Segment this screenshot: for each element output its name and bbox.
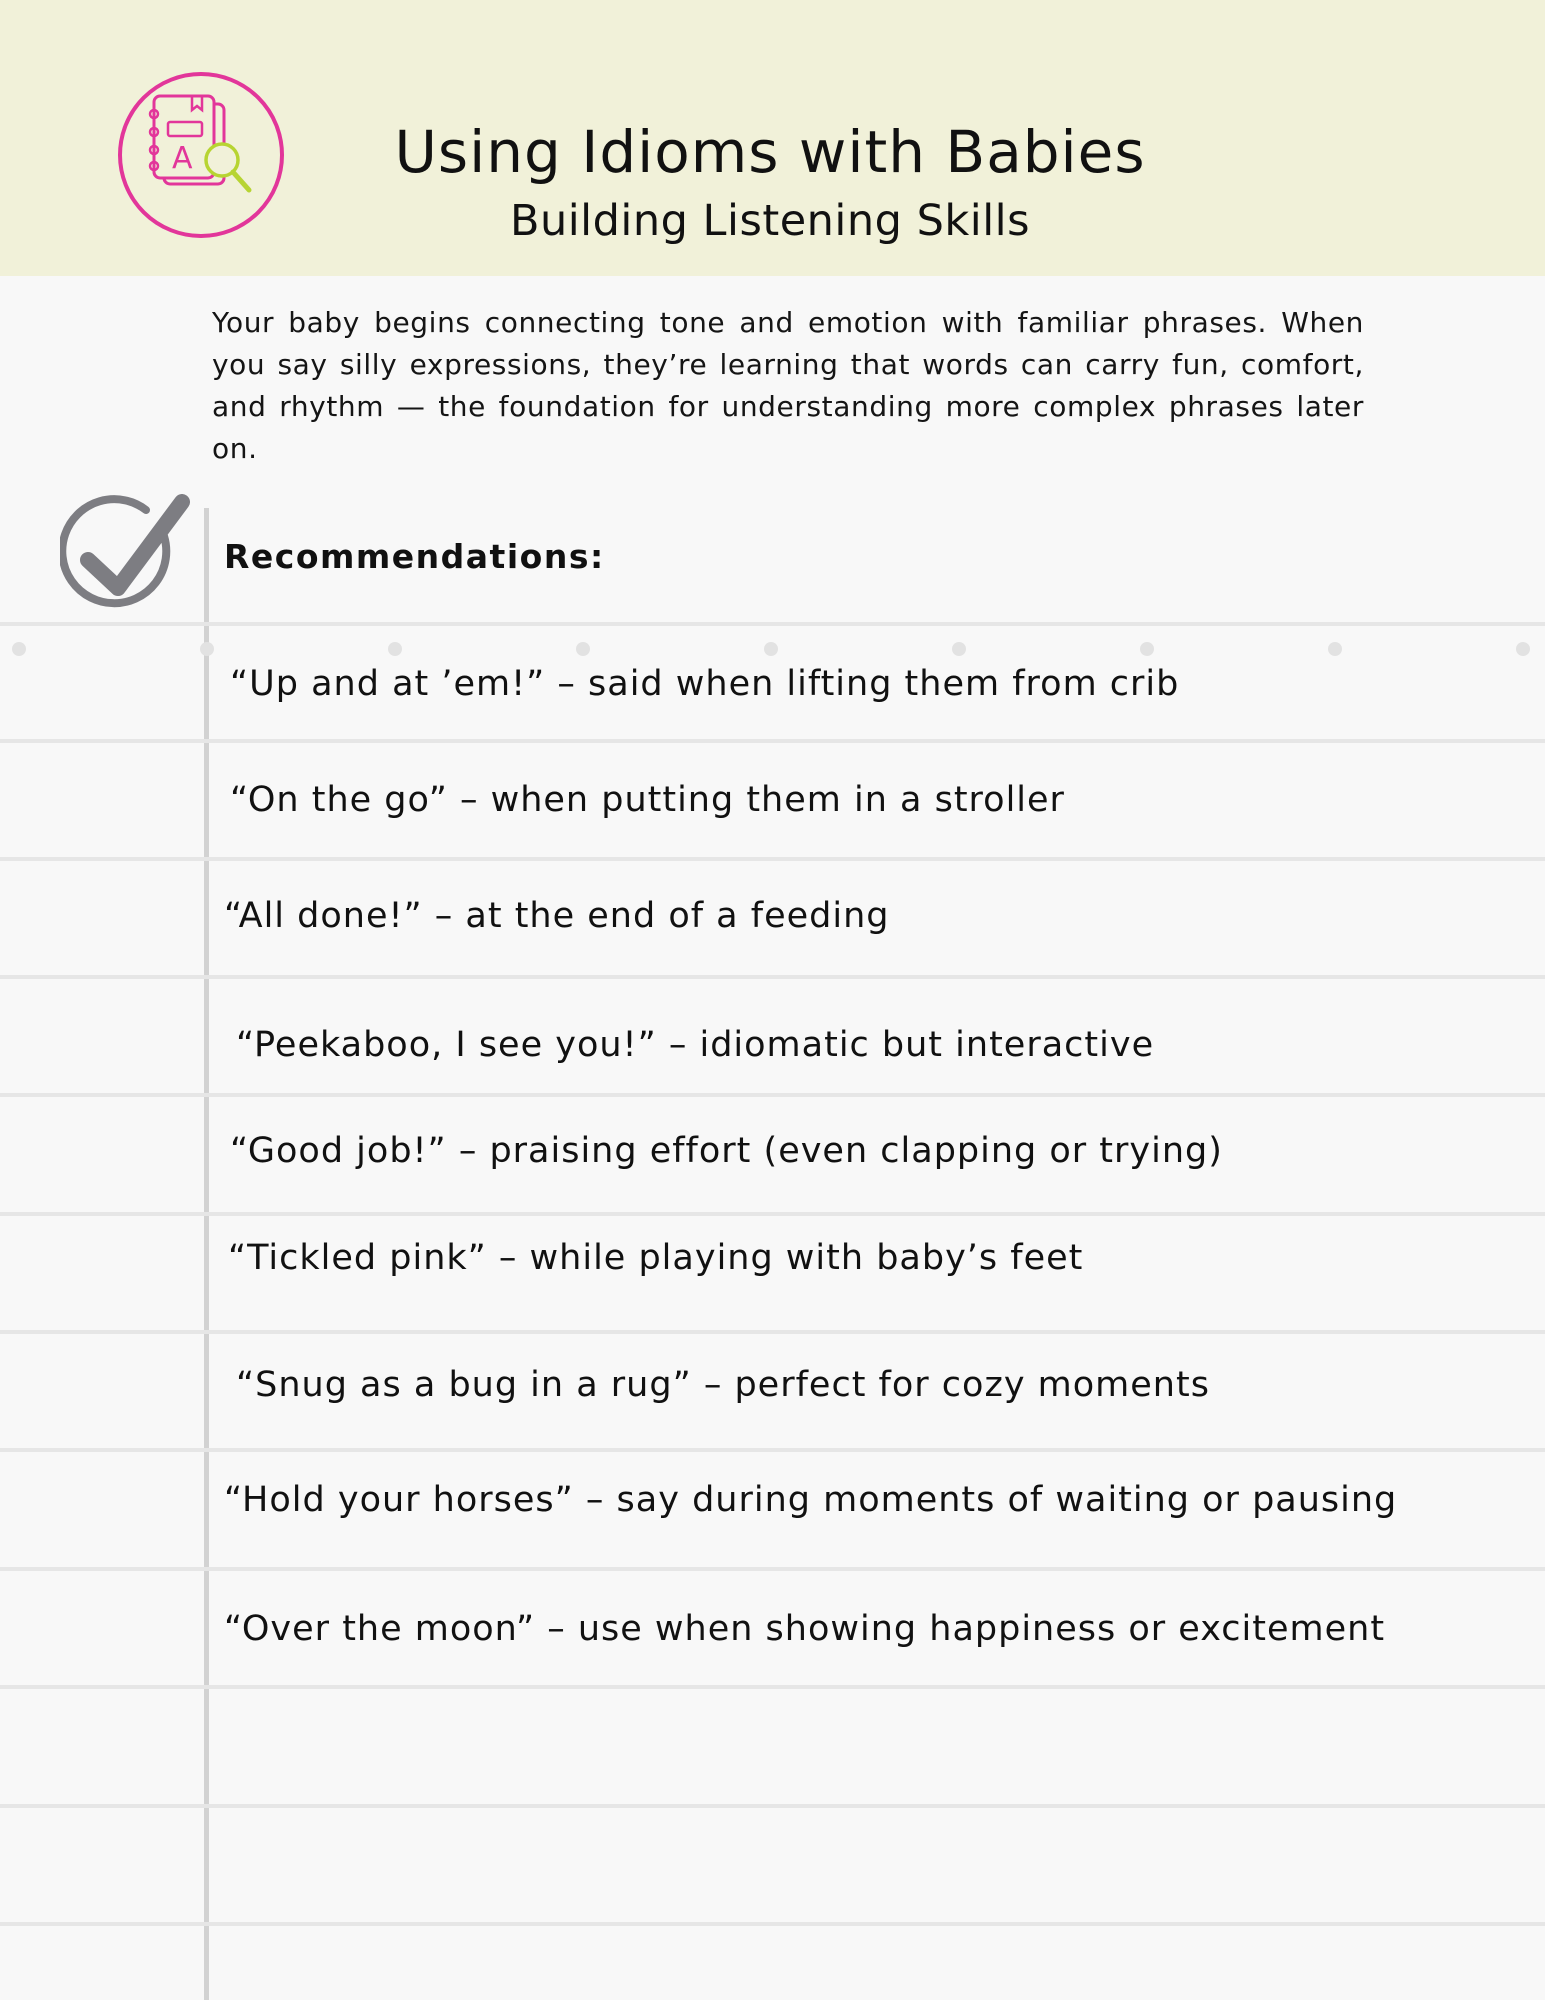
page-title: Using Idioms with Babies: [394, 118, 1146, 186]
list-item: “Hold your horses” – say during moments of waiting or pausing: [224, 1480, 1398, 1520]
notebook-rule-line: [0, 1212, 1545, 1216]
notebook-rule-line: [0, 1567, 1545, 1571]
notebook-rule-line: [0, 1093, 1545, 1097]
binder-dot: [200, 642, 214, 656]
binder-dot: [576, 642, 590, 656]
notebook-rule-line: [0, 1804, 1545, 1808]
notebook-margin-line: [204, 508, 209, 2000]
list-item: “Tickled pink” – while playing with baby’s feet: [228, 1238, 1084, 1278]
notebook-rule-line: [0, 1330, 1545, 1334]
notebook-rule-line: [0, 1685, 1545, 1689]
binder-dot: [1140, 642, 1154, 656]
list-item: “Snug as a bug in a rug” – perfect for cozy moments: [236, 1365, 1210, 1405]
notebook-rule-line: [0, 1448, 1545, 1452]
header-banner: [0, 0, 1545, 276]
binder-dot: [1516, 642, 1530, 656]
notebook-rule-line: [0, 739, 1545, 743]
checkmark-circle-icon: [60, 494, 190, 614]
binder-dot: [952, 642, 966, 656]
list-item: “Up and at ’em!” – said when lifting them from crib: [230, 664, 1180, 704]
notebook-rule-line: [0, 975, 1545, 979]
list-item: “Peekaboo, I see you!” – idiomatic but interactive: [236, 1025, 1155, 1065]
notebook-magnifier-icon: [116, 70, 286, 240]
binder-dot: [1328, 642, 1342, 656]
binder-dot: [764, 642, 778, 656]
binder-dot: [12, 642, 26, 656]
list-item: “Good job!” – praising effort (even clapping or trying): [230, 1131, 1223, 1171]
intro-paragraph: Your baby begins connecting tone and emotion with familiar phrases. When you say silly expressions, they’re learning that words can carry fun, comfort, and rhythm — the foundation for understanding more complex phrases later on.: [212, 306, 1364, 465]
binder-dot: [388, 642, 402, 656]
svg-text:A: A: [172, 141, 193, 176]
list-item: “All done!” – at the end of a feeding: [224, 896, 890, 936]
page-subtitle: Building Listening Skills: [509, 196, 1031, 246]
notebook-rule-line: [0, 857, 1545, 861]
recommendations-heading: Recommendations:: [224, 537, 605, 576]
notebook-rule-line: [0, 1922, 1545, 1926]
list-item: “On the go” – when putting them in a stroller: [230, 780, 1065, 820]
notebook-rule-line: [0, 622, 1545, 626]
list-item: “Over the moon” – use when showing happiness or excitement: [224, 1609, 1386, 1649]
